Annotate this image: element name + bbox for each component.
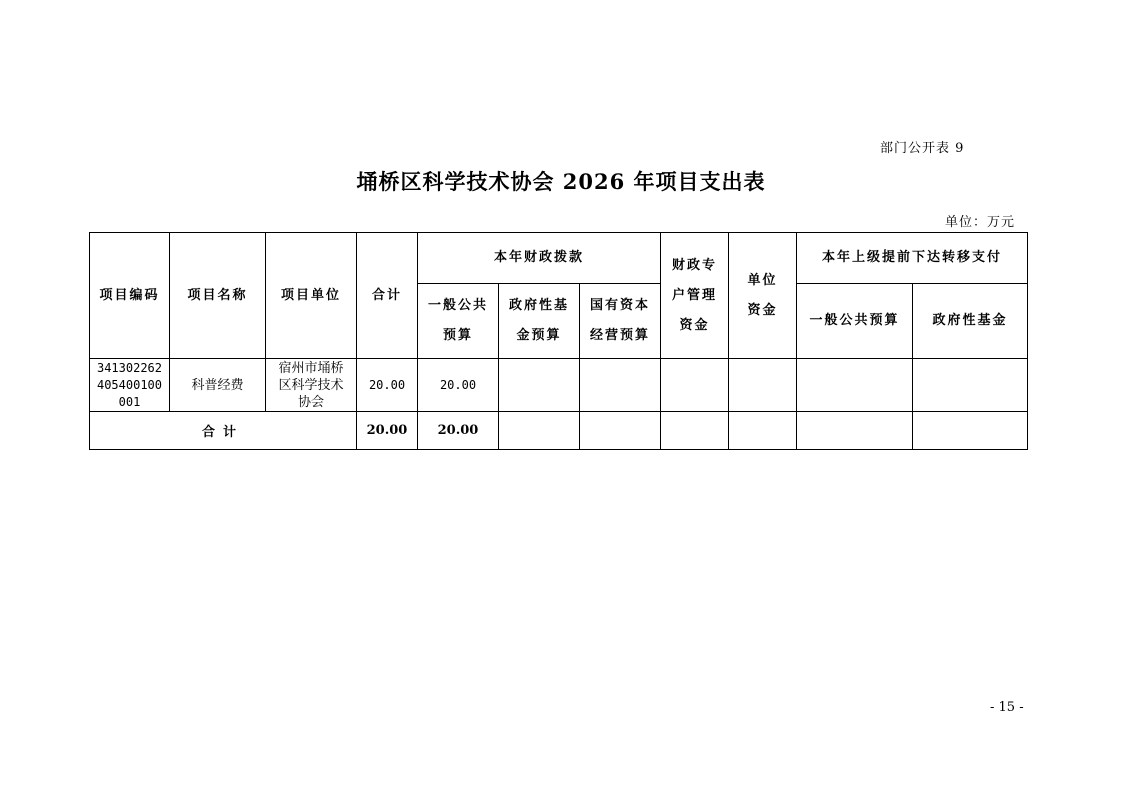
summary-row: [90, 412, 1028, 450]
cell-project-unit: 宿州市埇桥区科学技术协会: [266, 359, 357, 412]
cell-unit-funds: [729, 359, 797, 412]
form-number: 部门公开表 9: [880, 141, 965, 156]
cell-project-name: 科普经费: [170, 359, 266, 412]
header-project-code: 项目编码: [90, 233, 170, 359]
summary-gov-fund-budget: [499, 412, 580, 450]
header-project-unit: 项目单位: [266, 233, 357, 359]
header-gov-fund-budget: 政府性基金预算: [499, 284, 580, 359]
cell-gov-fund-budget: [499, 359, 580, 412]
header-state-capital-budget: 国有资本经营预算: [580, 284, 661, 359]
cell-general-public-budget: 20.00: [418, 359, 499, 412]
cell-total: 20.00: [357, 359, 418, 412]
page-number: - 15 -: [990, 700, 1024, 715]
header-transfer-payment: 本年上级提前下达转移支付: [797, 233, 1028, 284]
currency-unit: 单位：万元: [944, 215, 1015, 230]
summary-total: 20.00: [357, 412, 418, 450]
cell-state-capital-budget: [580, 359, 661, 412]
summary-fiscal-special-account: [661, 412, 729, 450]
summary-transfer-gov-fund: [913, 412, 1028, 450]
cell-project-code: 341302262405400100001: [90, 359, 170, 412]
cell-transfer-gov-fund: [913, 359, 1028, 412]
summary-state-capital-budget: [580, 412, 661, 450]
summary-transfer-general-public: [797, 412, 913, 450]
page-title: 埇桥区科学技术协会 2026 年项目支出表: [356, 169, 766, 194]
header-transfer-general-public: 一般公共预算: [797, 284, 913, 359]
summary-unit-funds: [729, 412, 797, 450]
header-transfer-gov-fund: 政府性基金: [913, 284, 1028, 359]
header-project-name: 项目名称: [170, 233, 266, 359]
project-expenditure-table: [89, 232, 1028, 450]
header-total: 合计: [357, 233, 418, 359]
header-unit-funds: 单位资金: [729, 233, 797, 359]
cell-fiscal-special-account: [661, 359, 729, 412]
summary-label: 合计: [90, 412, 357, 450]
header-fiscal-special-account: 财政专户管理资金: [661, 233, 729, 359]
header-fiscal-appropriation: 本年财政拨款: [418, 233, 661, 284]
table-row: [90, 359, 1028, 412]
cell-transfer-general-public: [797, 359, 913, 412]
header-general-public-budget: 一般公共预算: [418, 284, 499, 359]
summary-general-public-budget: 20.00: [418, 412, 499, 450]
